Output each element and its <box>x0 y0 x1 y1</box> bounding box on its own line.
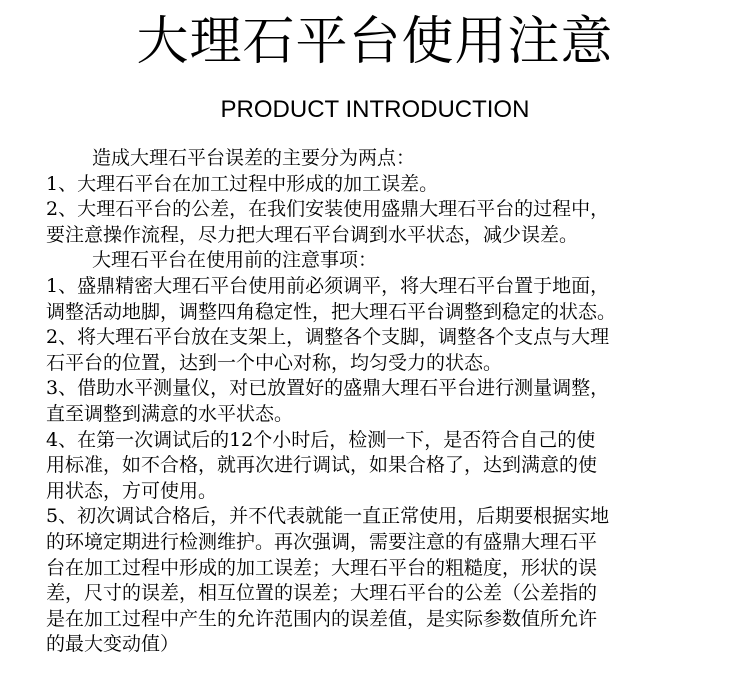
text-line: 3、借助水平测量仪，对已放置好的盛鼎大理石平台进行测量调整， <box>46 377 610 400</box>
text-line: 1、大理石平台在加工过程中形成的加工误差。 <box>46 172 439 195</box>
text-line: 5、初次调试合格后，并不代表就能一直正常使用，后期要根据实地 <box>46 505 610 528</box>
text-line: 调整活动地脚，调整四角稳定性，把大理石平台调整到稳定的状态。 <box>46 300 617 323</box>
text-line: 差，尺寸的误差，相互位置的误差；大理石平台的公差（公差指的 <box>46 582 598 605</box>
text-line: 4、在第一次调试后的12个小时后，检测一下，是否符合自己的使 <box>46 428 596 451</box>
text-line: 大理石平台在使用前的注意事项： <box>92 249 378 272</box>
text-line: 1、盛鼎精密大理石平台使用前必须调平，将大理石平台置于地面， <box>46 274 610 297</box>
text-line: 石平台的位置，达到一个中心对称，均匀受力的状态。 <box>46 351 503 374</box>
text-line: 是在加工过程中产生的允许范围内的误差值，是实际参数值所允许 <box>46 607 598 630</box>
text-line: 2、大理石平台的公差，在我们安装使用盛鼎大理石平台的过程中， <box>46 198 610 221</box>
page-title: 大理石平台使用注意 <box>136 12 614 72</box>
text-line: 要注意操作流程，尽力把大理石平台调到水平状态，减少误差。 <box>46 223 579 246</box>
text-line: 2、将大理石平台放在支架上，调整各个支脚，调整各个支点与大理 <box>46 326 610 349</box>
text-line: 的最大变动值） <box>46 633 180 656</box>
article-body <box>46 146 736 658</box>
page-subtitle: PRODUCT INTRODUCTION <box>220 96 530 123</box>
text-line: 的环境定期进行检测维护。再次强调，需要注意的有盛鼎大理石平 <box>46 530 598 553</box>
text-line: 台在加工过程中形成的加工误差；大理石平台的粗糙度，形状的误 <box>46 556 598 579</box>
text-line: 直至调整到满意的水平状态。 <box>46 402 294 425</box>
text-line: 造成大理石平台误差的主要分为两点： <box>92 147 416 169</box>
text-line: 用状态，方可使用。 <box>46 479 218 502</box>
text-line: 用标准，如不合格，就再次进行调试，如果合格了，达到满意的使 <box>46 454 598 477</box>
